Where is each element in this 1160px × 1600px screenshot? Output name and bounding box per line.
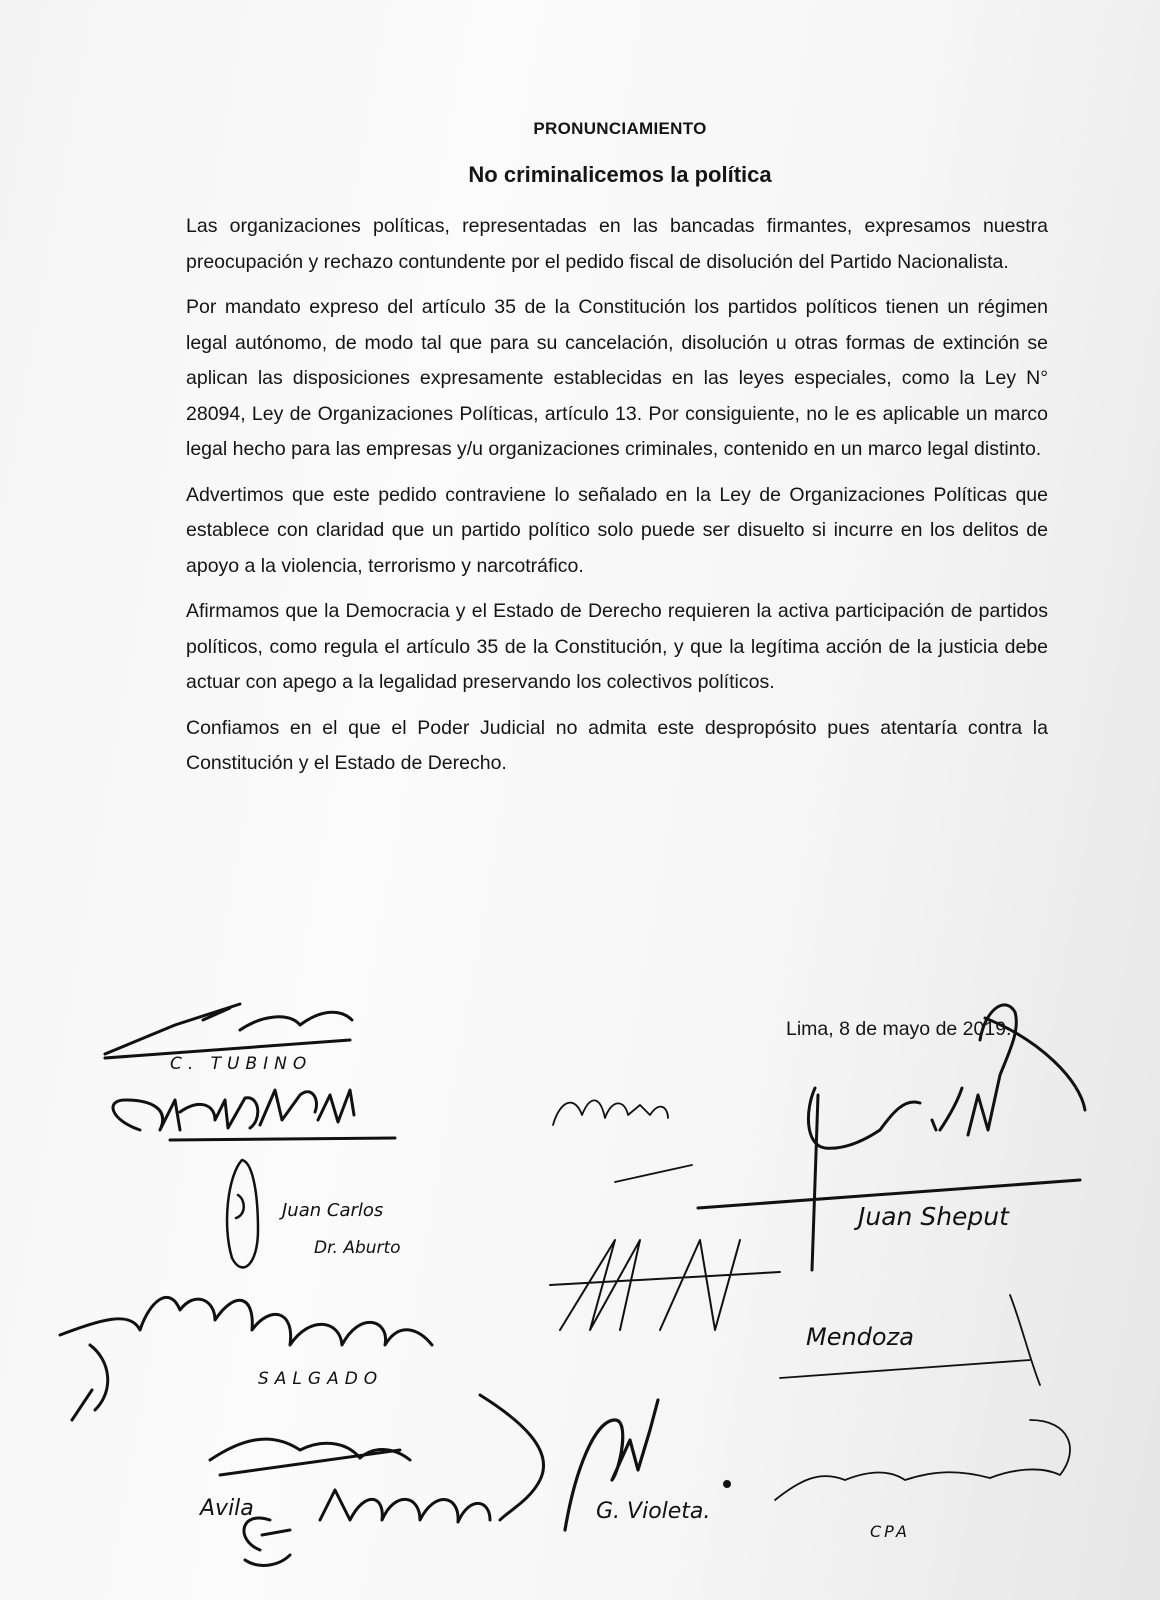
- signature-juan-carlos: [227, 1160, 401, 1267]
- paragraph-5: Confiamos en el que el Poder Judicial no admita este despropósito pues atentaría contra la Constitución y el Estado de Derecho.: [186, 716, 1048, 774]
- signature-name-salgado: SALGADO: [258, 1369, 384, 1389]
- signature-name-aburto: Dr. Aburto: [314, 1238, 401, 1258]
- document-body: [186, 209, 1048, 792]
- signature-cpa: [775, 1420, 1070, 1541]
- signature-name-mendoza: Mendoza: [806, 1323, 914, 1351]
- signature-mendoza: [780, 1295, 1040, 1385]
- document-kicker: PRONUNCIAMIENTO: [533, 119, 707, 138]
- signature-4: [553, 1100, 692, 1182]
- signature-name-tubino: C. TUBINO: [170, 1054, 313, 1074]
- signature-salgado: [60, 1297, 432, 1420]
- signature-6: [550, 1240, 780, 1330]
- signature-name-avila: Avila: [200, 1496, 254, 1521]
- paragraph-2: Por mandato expreso del artículo 35 de la Constitución los partidos políticos tienen un régimen legal autónomo, de modo tal que para su cancelación, disolución u otras formas de extinción se aplican las disposiciones expresamente establecidas en las leyes especiales, como la Ley N° 28094, Ley de Organizaciones Políticas, artículo 13. Por consiguiente, no le es aplicable un marco legal hecho para las empresas y/u organizaciones criminales, contenido en un marco legal distinto.: [186, 296, 1048, 460]
- signature-violeta: [565, 1400, 731, 1530]
- signature-avila: [198, 1395, 544, 1565]
- signature-sheput: [698, 1005, 1085, 1270]
- paragraph-3: Advertimos que este pedido contraviene lo señalado en la Ley de Organizaciones Políticas que establece con claridad que un partido político solo puede ser disuelto si incurre en los delitos de apoyo a la violencia, terrorismo y narcotráfico.: [186, 483, 1048, 577]
- signature-name-violeta: G. Violeta.: [596, 1499, 711, 1524]
- paragraph-4: Afirmamos que la Democracia y el Estado de Derecho requieren la activa participación de partidos políticos, como regula el artículo 35 de la Constitución, y que la legítima acción de la justicia debe actuar con apego a la legalidad preservando los colectivos políticos.: [186, 600, 1048, 693]
- signature-name-cpa: CPA: [870, 1522, 910, 1541]
- document-title: No criminalicemos la política: [468, 162, 772, 187]
- signature-2: [113, 1090, 395, 1140]
- signature-tubino: [105, 1004, 352, 1074]
- signature-name-juan-carlos: Juan Carlos: [282, 1200, 384, 1221]
- paragraph-1: Las organizaciones políticas, representadas en las bancadas firmantes, expresamos nuestra preocupación y rechazo contundente por el pedido fiscal de disolución del Partido Nacionalista.: [186, 215, 1048, 273]
- signature-name-sheput: Juan Sheput: [858, 1202, 1009, 1231]
- date-line: Lima, 8 de mayo de 2019.: [786, 1018, 1012, 1040]
